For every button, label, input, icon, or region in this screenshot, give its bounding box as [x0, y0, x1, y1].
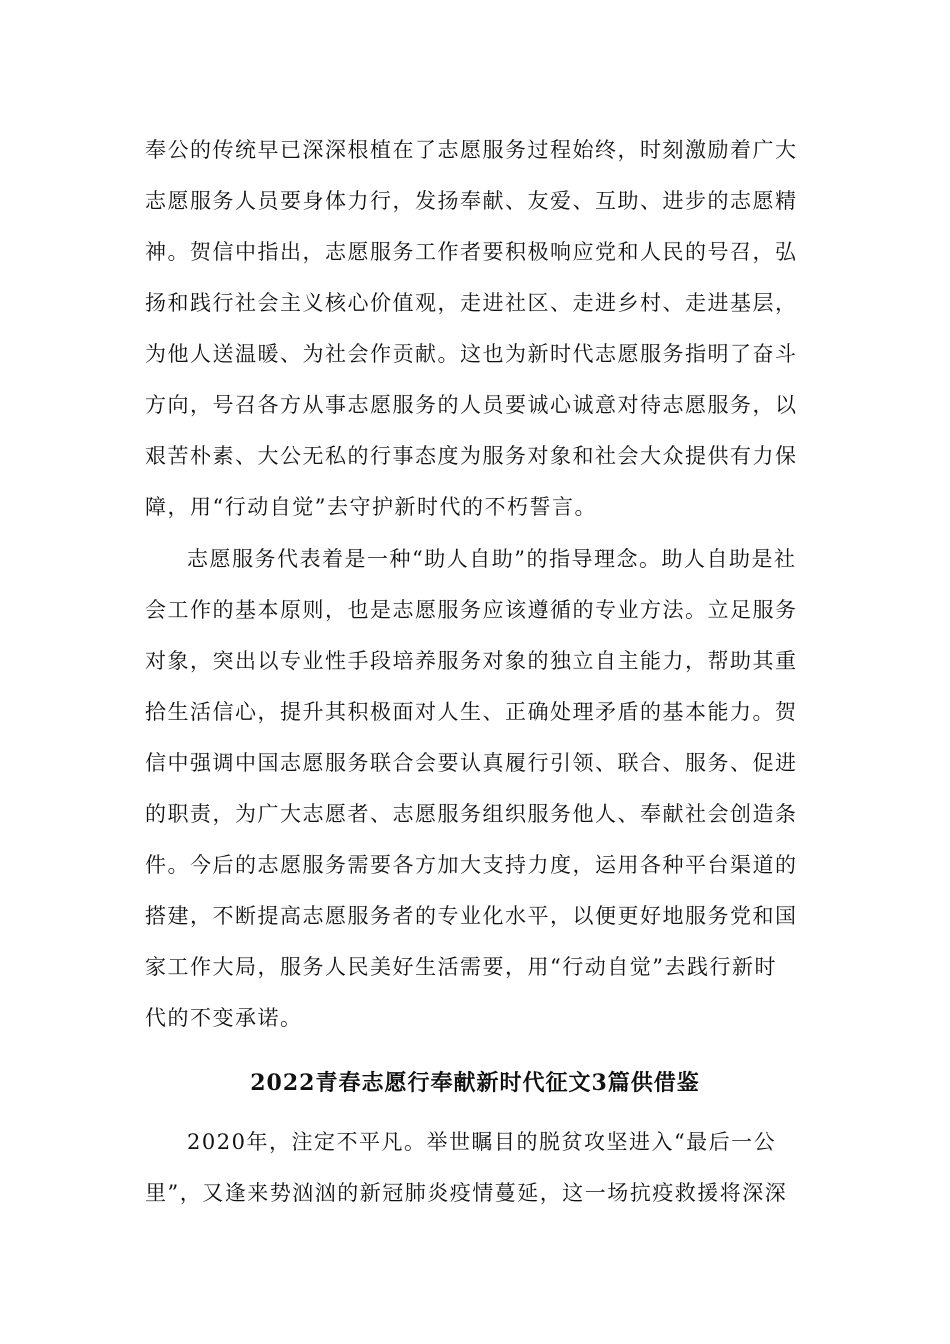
paragraph-2 — [145, 534, 805, 1044]
paragraph-3 — [145, 1117, 805, 1219]
text-line: 神。贺信中指出，志愿服务工作者要积极响应党和人民的号召，弘 — [145, 240, 798, 264]
section-heading: 2022青春志愿行奉献新时代征文3篇供借鉴 — [250, 1070, 700, 1096]
text-line: 信中强调中国志愿服务联合会要认真履行引领、联合、服务、促进 — [145, 751, 798, 775]
text-line: 为他人送温暖、为社会作贡献。这也为新时代志愿服务指明了奋斗 — [145, 342, 798, 366]
text-line: 会工作的基本原则，也是志愿服务应该遵循的专业方法。立足服务 — [145, 598, 798, 622]
text-line: 件。今后的志愿服务需要各方加大支持力度，运用各种平台渠道的 — [145, 853, 798, 877]
text-line: 拾生活信心，提升其积极面对人生、正确处理矛盾的基本能力。贺 — [145, 700, 798, 724]
text-line: 艰苦朴素、大公无私的行事态度为服务对象和社会大众提供有力保 — [145, 444, 798, 468]
text-line: 方向，号召各方从事志愿服务的人员要诚心诚意对待志愿服务，以 — [145, 393, 798, 417]
text-line: 里”，又逢来势汹汹的新冠肺炎疫情蔓延，这一场抗疫救援将深深 — [145, 1181, 788, 1205]
text-line: 对象，突出以专业性手段培养服务对象的独立自主能力，帮助其重 — [145, 649, 798, 673]
text-line: 障，用“行动自觉”去守护新时代的不朽誓言。 — [145, 495, 597, 519]
text-line: 志愿服务代表着是一种“助人自助”的指导理念。助人自助是社 — [187, 547, 797, 571]
text-line: 奉公的传统早已深深根植在了志愿服务过程始终，时刻激励着广大 — [145, 138, 798, 162]
text-line: 扬和践行社会主义核心价值观，走进社区、走进乡村、走进基层， — [145, 291, 798, 315]
text-line: 志愿服务人员要身体力行，发扬奉献、友爱、互助、进步的志愿精 — [145, 189, 798, 213]
text-line: 代的不变承诺。 — [145, 1006, 303, 1030]
text-line: 家工作大局，服务人民美好生活需要，用“行动自觉”去践行新时 — [145, 955, 777, 979]
text-line: 的职责，为广大志愿者、志愿服务组织服务他人、奉献社会创造条 — [145, 802, 798, 826]
paragraph-1 — [145, 125, 805, 533]
text-line: 2020年，注定不平凡。举世瞩目的脱贫攻坚进入“最后一公 — [187, 1130, 777, 1154]
text-line: 搭建，不断提高志愿服务者的专业化水平，以便更好地服务党和国 — [145, 904, 798, 928]
